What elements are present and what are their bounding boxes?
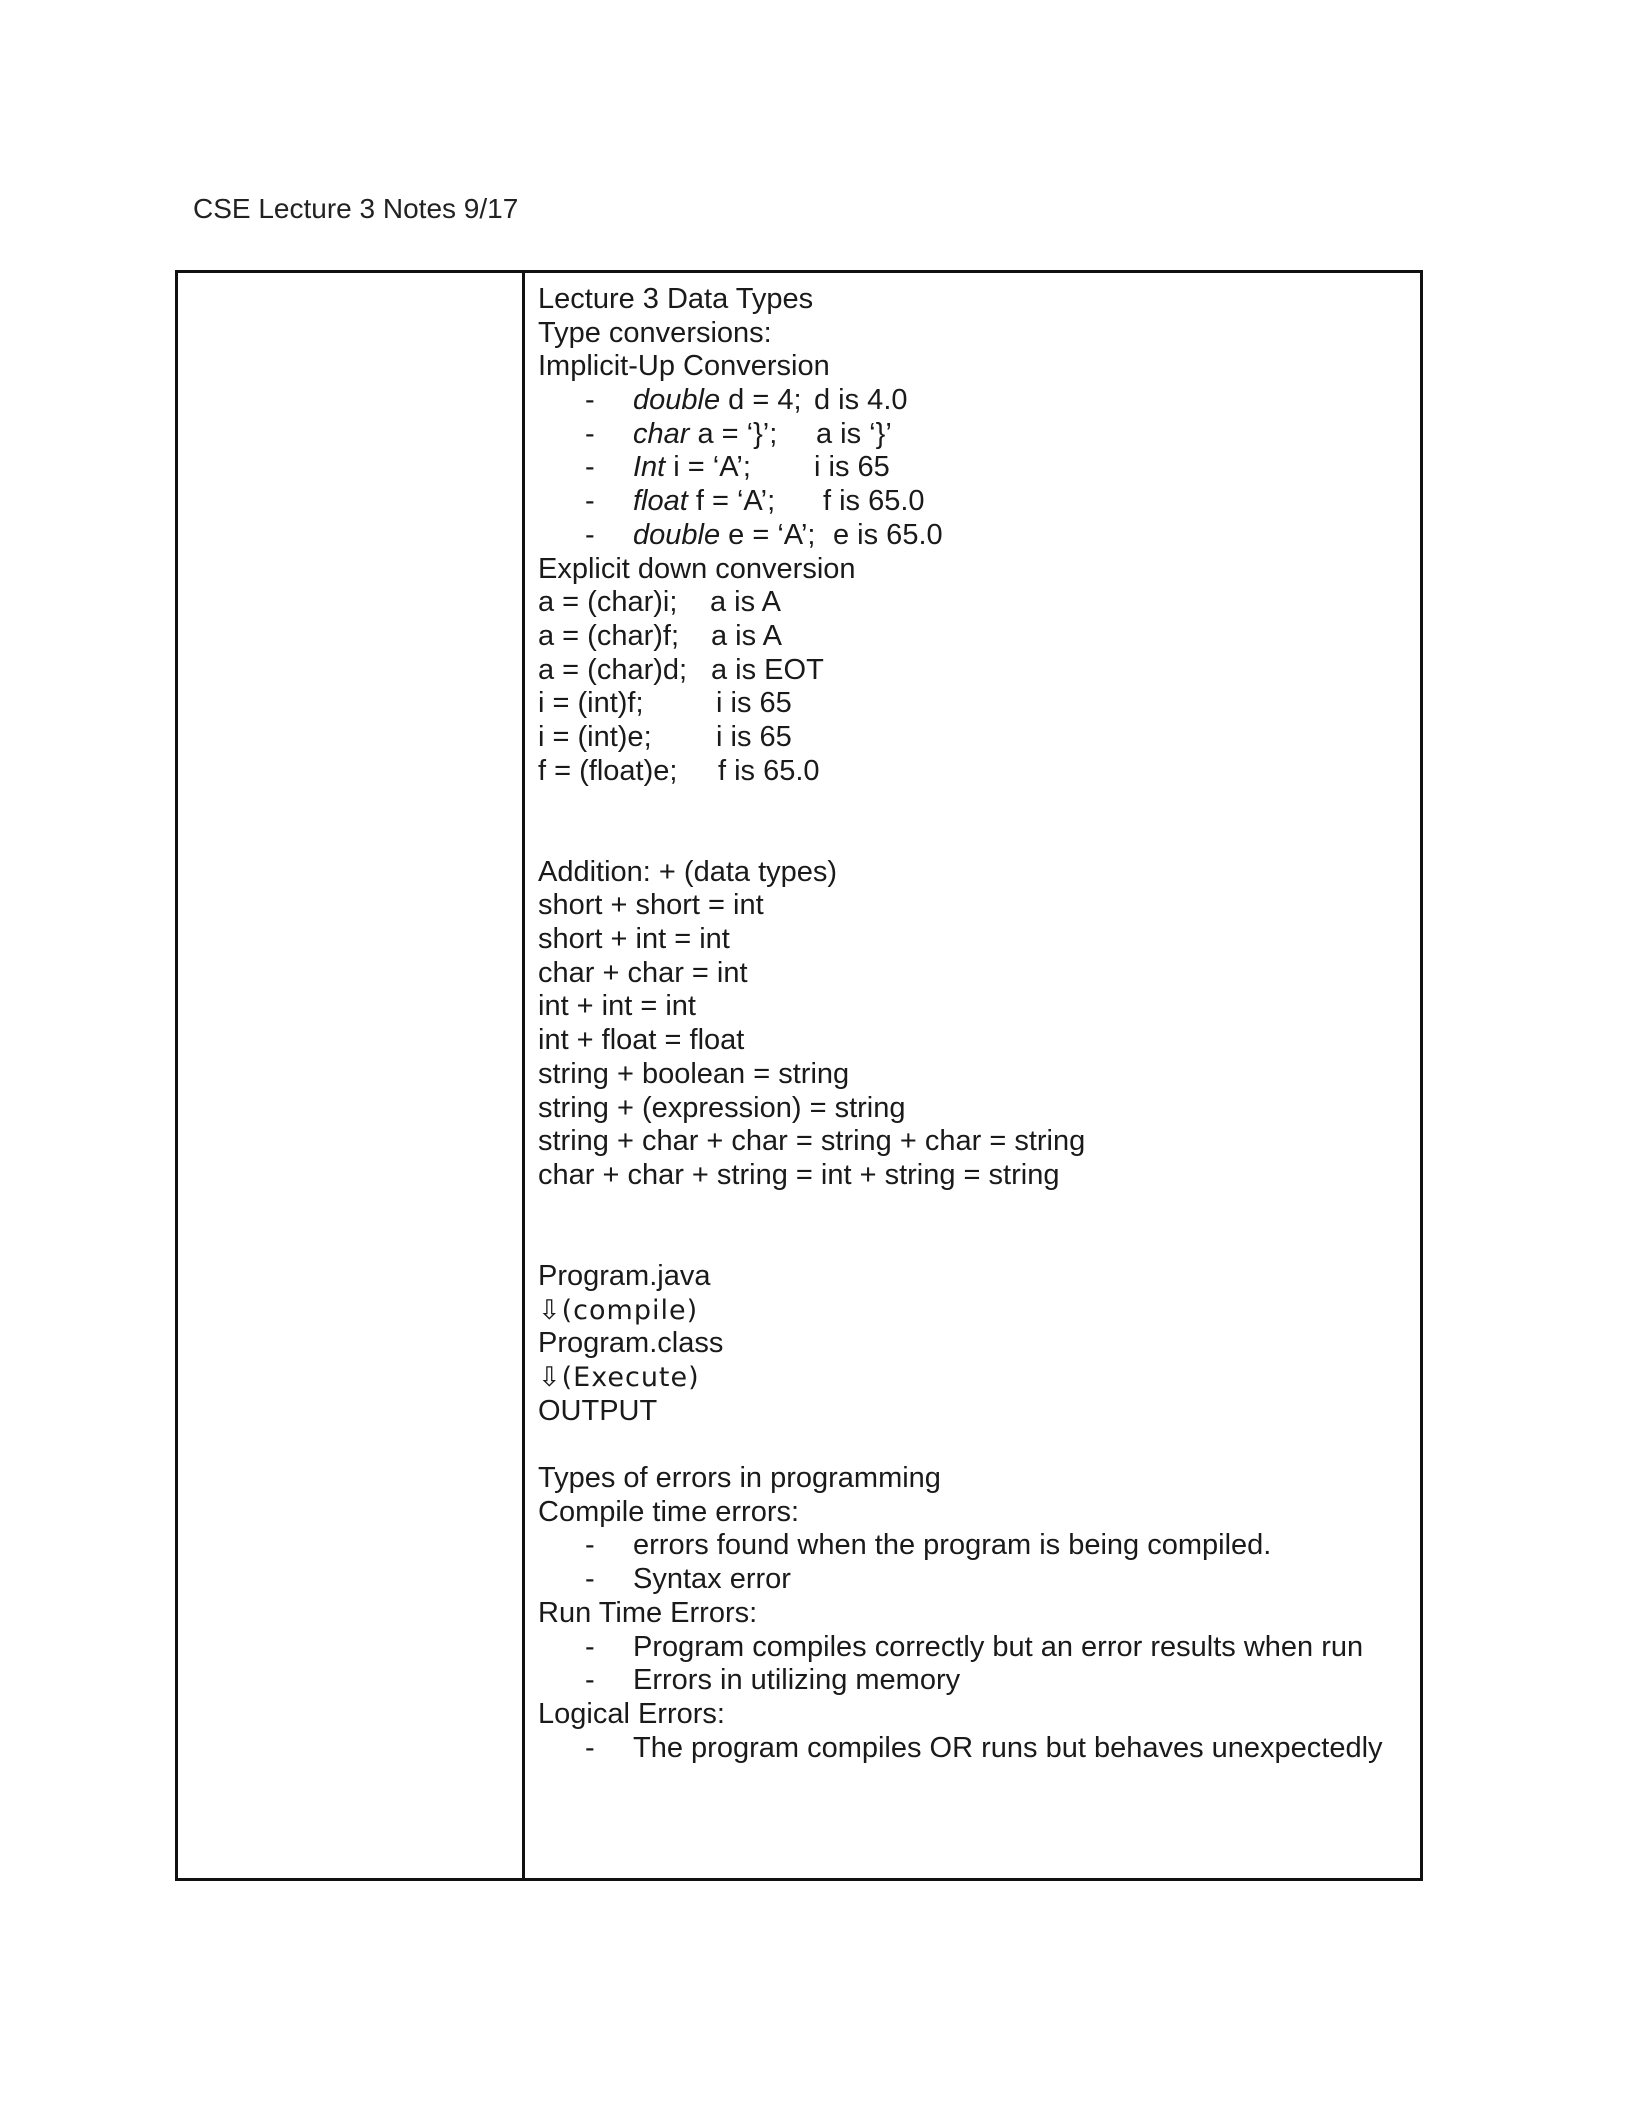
spacer [538, 1193, 1420, 1227]
implicit-result: f is 65.0 [823, 485, 925, 518]
explicit-result: i is 65 [716, 687, 792, 720]
explicit-code: a = (char)f; [538, 619, 680, 652]
addition-rule: string + boolean = string [538, 1057, 850, 1090]
bullet-dash: - [585, 1664, 595, 1697]
error-item [538, 1664, 1420, 1698]
spacer [538, 788, 1420, 822]
error-text: Syntax error [633, 1563, 791, 1596]
spacer [538, 822, 1420, 856]
error-text: Program compiles correctly but an error results when run [633, 1630, 1364, 1663]
bullet-dash: - [585, 384, 595, 417]
explicit-item [538, 687, 1420, 721]
explicit-item [538, 654, 1420, 688]
implicit-code: d = 4; [720, 384, 802, 417]
logical-errors-label: Logical Errors: [538, 1697, 725, 1730]
error-item [538, 1732, 1420, 1766]
implicit-result: e is 65.0 [833, 518, 943, 551]
implicit-item [538, 418, 1420, 452]
implicit-item [538, 519, 1420, 553]
notes-column [525, 273, 1420, 1878]
explicit-item [538, 721, 1420, 755]
errors-heading: Types of errors in programming [538, 1462, 941, 1495]
explicit-code: i = (int)f; [538, 687, 644, 720]
explicit-result: i is 65 [716, 720, 792, 753]
class-file: Program.class [538, 1327, 724, 1360]
type-conversions-heading: Type conversions: [538, 316, 772, 349]
compile-time-errors-label: Compile time errors: [538, 1495, 800, 1528]
bullet-dash: - [585, 417, 595, 450]
explicit-result: a is EOT [711, 653, 824, 686]
explicit-result: a is A [710, 586, 781, 619]
explicit-code: f = (float)e; [538, 754, 678, 787]
explicit-item [538, 755, 1420, 789]
run-time-errors-label: Run Time Errors: [538, 1596, 758, 1629]
bullet-dash: - [585, 518, 595, 551]
implicit-item [538, 485, 1420, 519]
source-file: Program.java [538, 1259, 711, 1292]
implicit-type: double [633, 518, 721, 551]
bullet-dash: - [585, 485, 595, 518]
implicit-type: float [633, 485, 688, 518]
explicit-heading: Explicit down conversion [538, 552, 856, 585]
implicit-type: char [633, 417, 690, 450]
addition-rule: string + char + char = string + char = string [538, 1125, 1086, 1158]
explicit-code: a = (char)d; [538, 653, 688, 686]
error-text: Errors in utilizing memory [633, 1664, 961, 1697]
error-text: The program compiles OR runs but behaves unexpectedly [633, 1731, 1383, 1764]
compile-step: ⇩(compile) [538, 1294, 699, 1326]
error-text: errors found when the program is being compiled. [633, 1529, 1272, 1562]
execute-step: ⇩(Execute) [538, 1362, 700, 1393]
cue-column [178, 273, 525, 1878]
bullet-dash: - [585, 1563, 595, 1596]
implicit-type: double [633, 384, 721, 417]
error-item [538, 1529, 1420, 1563]
implicit-item [538, 451, 1420, 485]
page-title: CSE Lecture 3 Notes 9/17 [193, 193, 519, 224]
notes-table [175, 270, 1423, 1881]
lecture-topic: Lecture 3 Data Types [538, 283, 814, 315]
addition-rule: char + char = int [538, 956, 748, 989]
explicit-result: f is 65.0 [718, 754, 820, 787]
addition-rule: short + int = int [538, 923, 730, 956]
addition-rule: int + float = float [538, 1024, 745, 1057]
error-item [538, 1563, 1420, 1597]
addition-rule: char + char + string = int + string = string [538, 1158, 1060, 1191]
explicit-result: a is A [711, 619, 782, 652]
bullet-dash: - [585, 1529, 595, 1562]
implicit-result: i is 65 [814, 451, 890, 484]
implicit-result: a is ‘}’ [816, 417, 892, 450]
addition-rule: int + int = int [538, 990, 696, 1023]
bullet-dash: - [585, 1731, 595, 1764]
bullet-dash: - [585, 451, 595, 484]
implicit-code: i = ‘A’; [665, 451, 751, 484]
explicit-item [538, 586, 1420, 620]
bullet-dash: - [585, 1630, 595, 1663]
addition-rule: string + (expression) = string [538, 1091, 906, 1124]
implicit-heading: Implicit-Up Conversion [538, 350, 830, 383]
implicit-code: e = ‘A’; [720, 518, 816, 551]
error-item [538, 1631, 1420, 1665]
implicit-type: Int [633, 451, 666, 484]
implicit-code: f = ‘A’; [687, 485, 776, 518]
implicit-result: d is 4.0 [814, 384, 908, 417]
implicit-item [538, 384, 1420, 418]
explicit-item [538, 620, 1420, 654]
addition-rule: short + short = int [538, 889, 764, 922]
spacer [538, 1428, 1420, 1462]
implicit-code: a = ‘}’; [689, 417, 778, 450]
explicit-code: a = (char)i; [538, 586, 678, 619]
explicit-code: i = (int)e; [538, 720, 652, 753]
addition-heading: Addition: + (data types) [538, 855, 838, 888]
spacer [538, 1226, 1420, 1260]
output-label: OUTPUT [538, 1394, 658, 1427]
